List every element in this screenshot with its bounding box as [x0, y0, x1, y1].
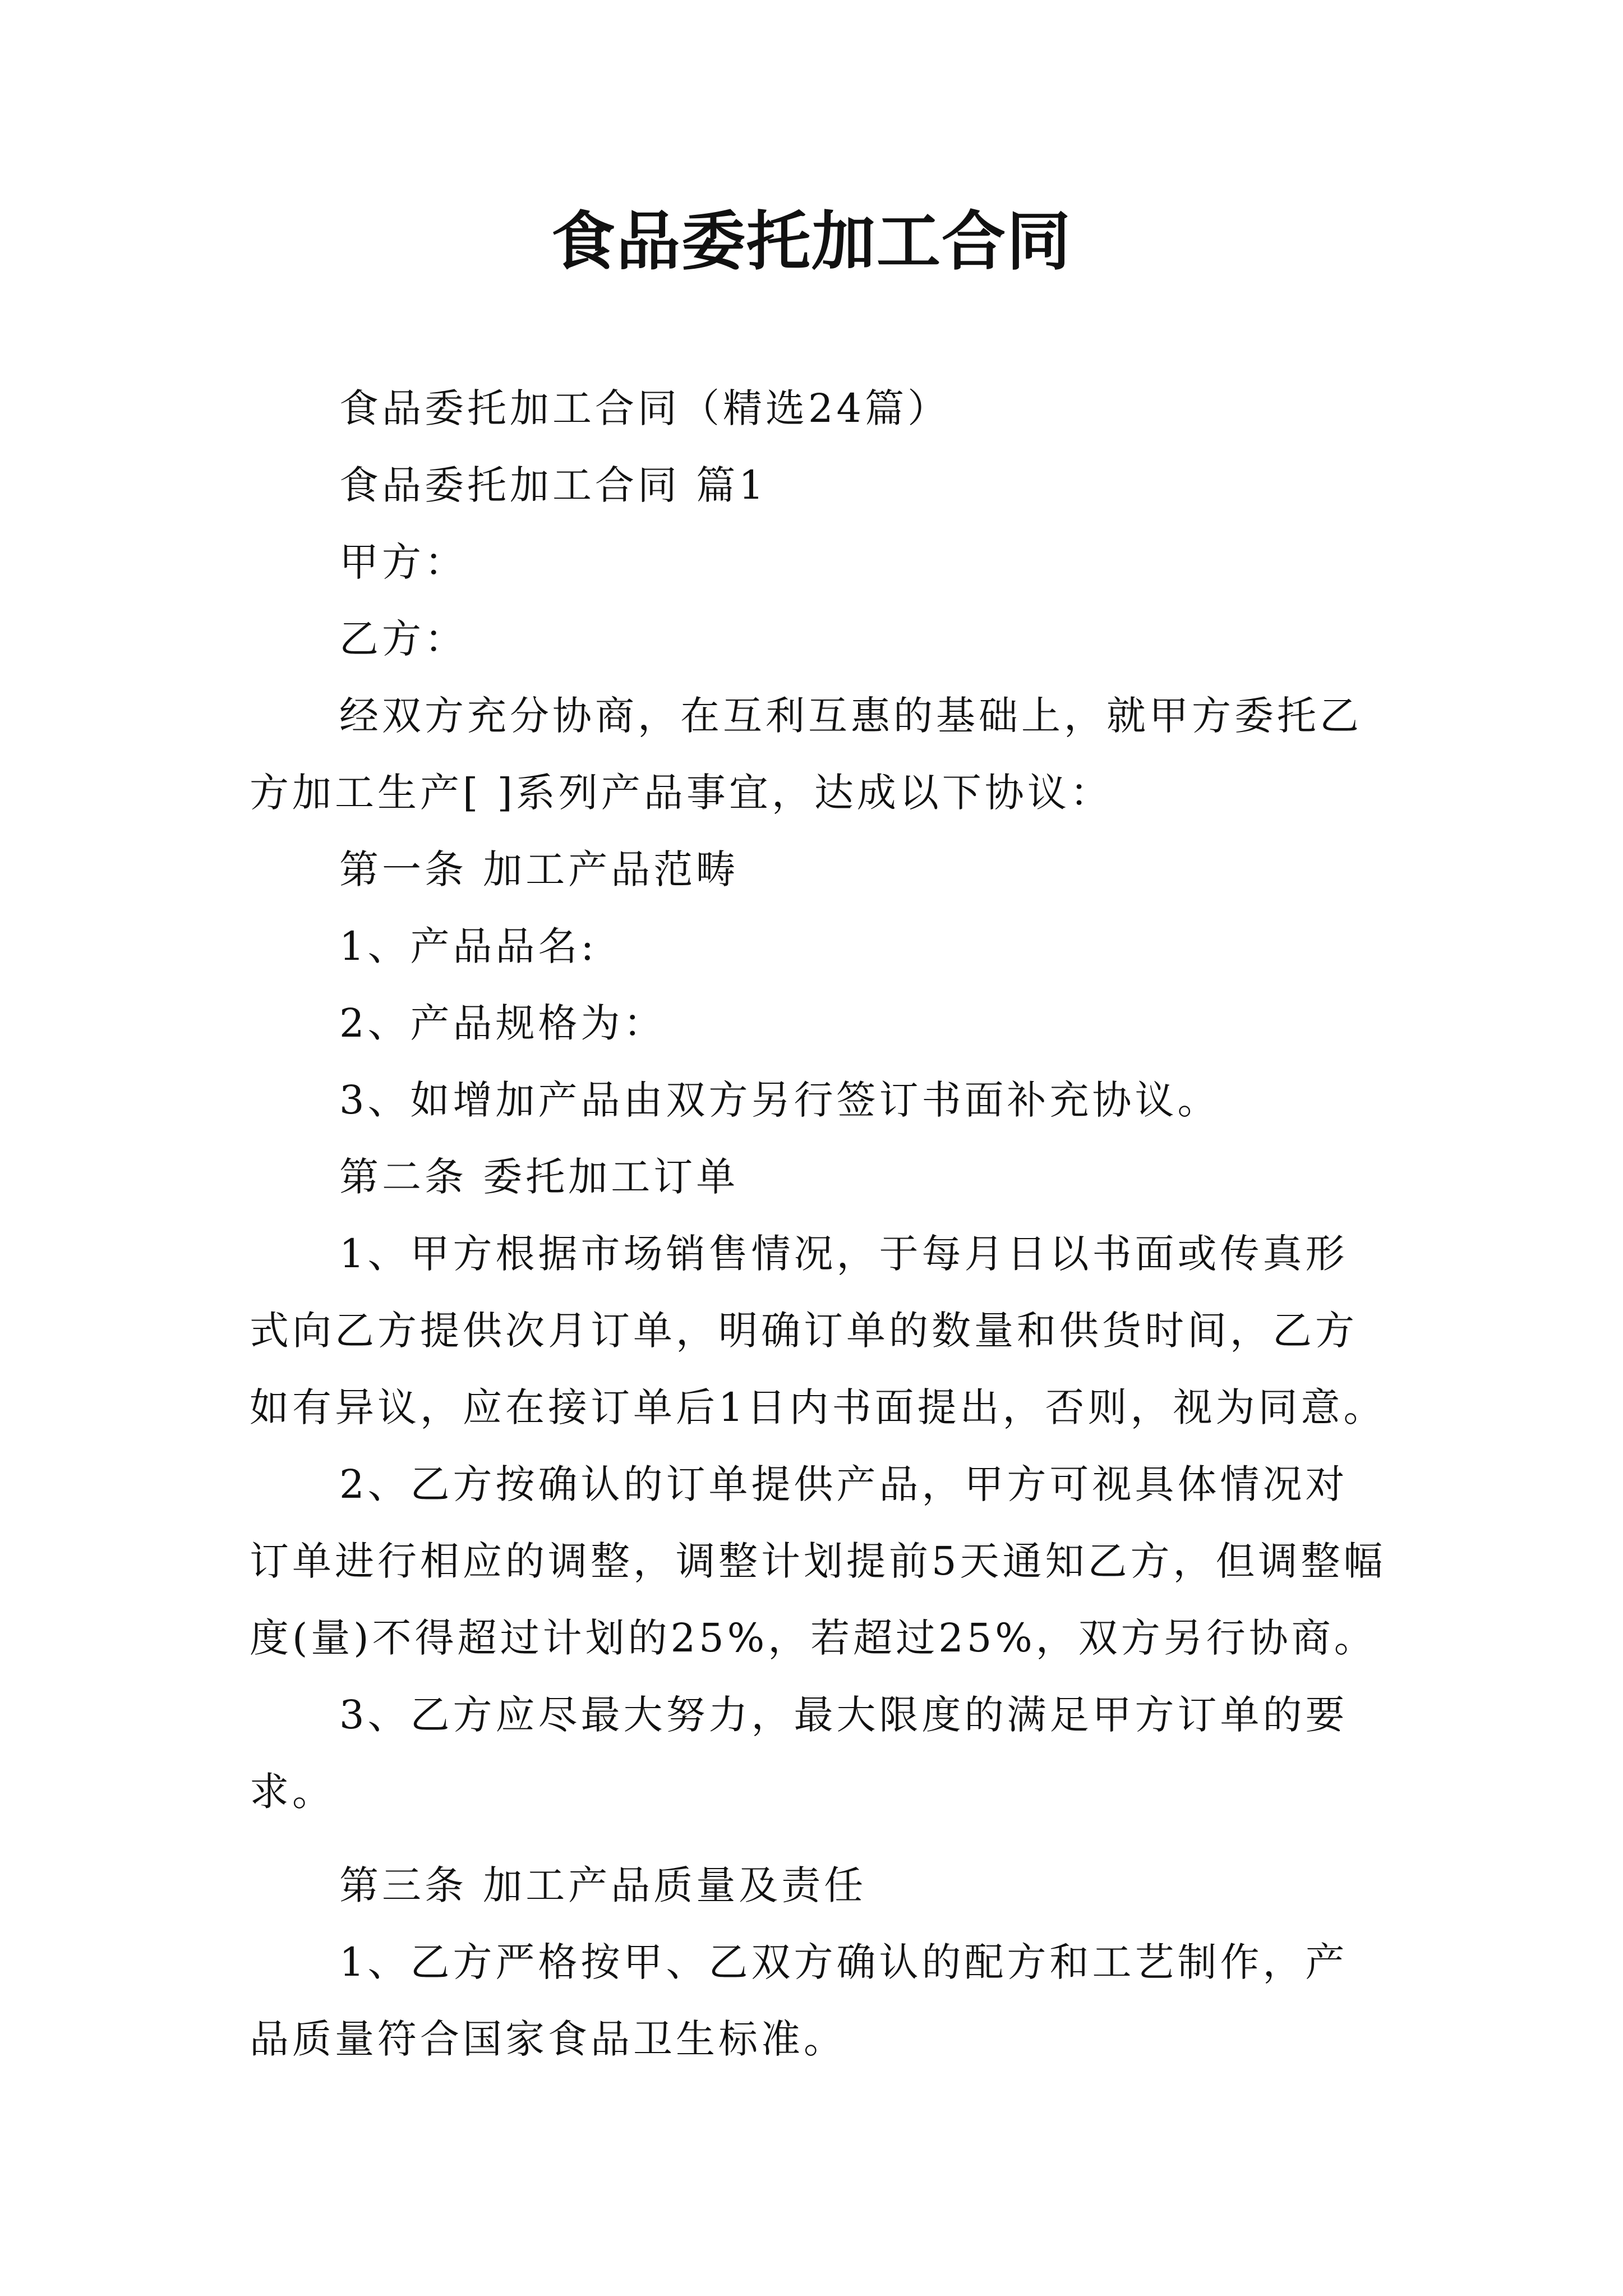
paragraph-article-2-heading: 第二条 委托加工订单: [339, 1154, 739, 1200]
paragraph-article-3-item-1: 1、乙方严格按甲、乙双方确认的配方和工艺制作，产品质量符合国家食品卫生标准。: [250, 1939, 1348, 2062]
paragraph-party-b: 乙方：: [339, 616, 467, 662]
paragraph-section-heading: 食品委托加工合同 篇1: [339, 462, 767, 508]
paragraph-article-1-item-3: 3、如增加产品由双方另行签订书面补充协议。: [339, 1077, 1220, 1123]
document-title: 食品委托加工合同: [551, 204, 1072, 279]
paragraph-article-2-item-1: 1、甲方根据市场销售情况，于每月日以书面或传真形式向乙方提供次月订单，明确订单的数量和供货时间，乙方如有异议，应在接订单后1日内书面提出，否则，视为同意。: [250, 1231, 1386, 1430]
document-body: [250, 370, 1388, 2078]
paragraph-preamble: 经双方充分协商，在互利互惠的基础上，就甲方委托乙方加工生产[ ]系列产品事宜，达成以下协议：: [250, 693, 1362, 816]
paragraph-article-1-heading: 第一条 加工产品范畴: [339, 846, 739, 892]
paragraph-article-3-heading: 第三条 加工产品质量及责任: [339, 1862, 867, 1908]
paragraph-article-2-item-2: 2、乙方按确认的订单提供产品，甲方可视具体情况对订单进行相应的调整，调整计划提前5天通知乙方，但调整幅度(量)不得超过计划的25%，若超过25%，双方另行协商。: [250, 1461, 1386, 1661]
paragraph-article-2-item-3: 3、乙方应尽最大努力，最大限度的满足甲方订单的要求。: [250, 1692, 1348, 1815]
paragraph-party-a: 甲方：: [339, 539, 467, 585]
paragraph-subtitle: 食品委托加工合同（精选24篇）: [339, 385, 951, 431]
paragraph-article-1-item-2: 2、产品规格为：: [339, 1000, 666, 1046]
paragraph-article-1-item-1: 1、产品品名:: [339, 923, 598, 969]
